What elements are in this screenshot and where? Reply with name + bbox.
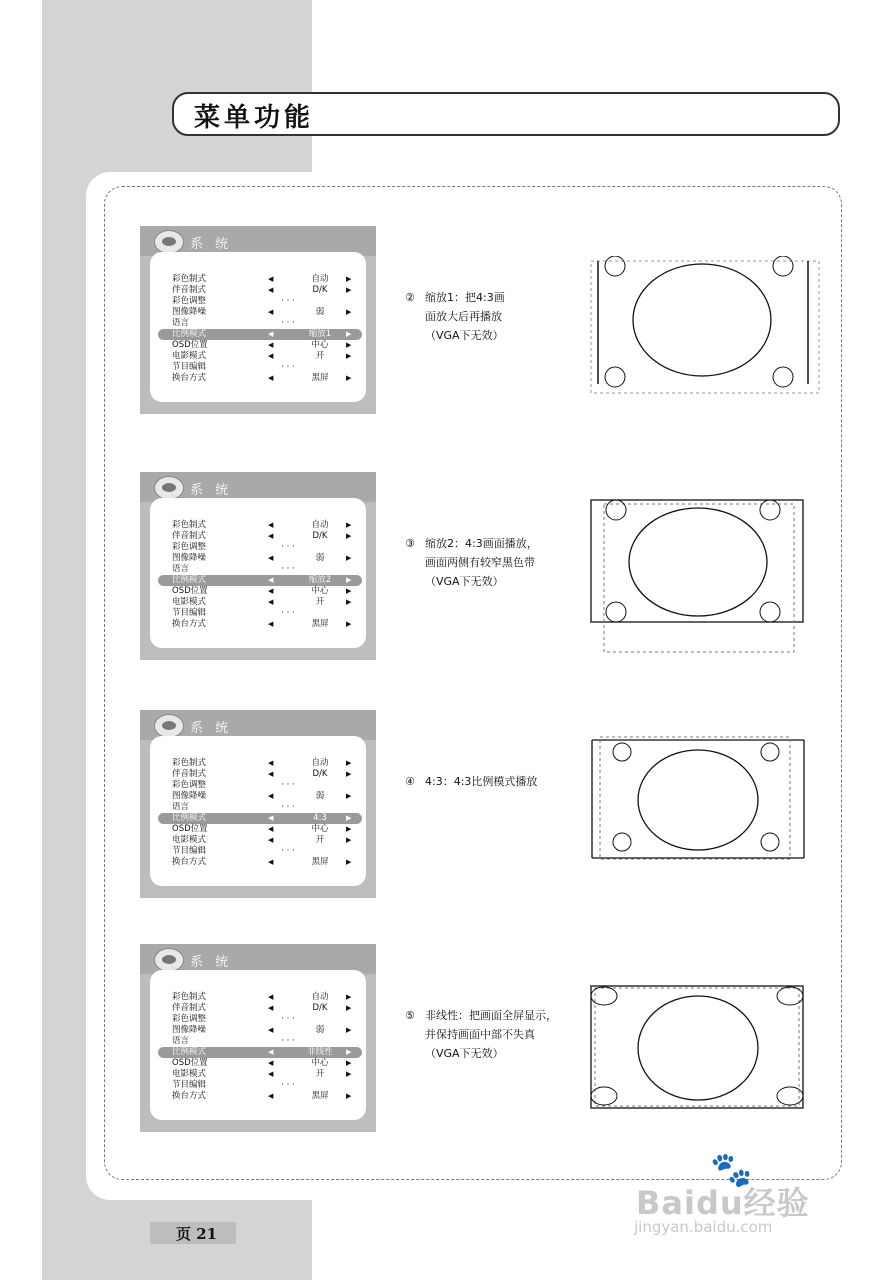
arrow-left-icon[interactable]: ◀ bbox=[268, 814, 274, 822]
menu-row-label: 比例模式 bbox=[172, 1047, 207, 1057]
arrow-right-icon[interactable]: ▶ bbox=[346, 836, 352, 844]
menu-row[interactable] bbox=[150, 857, 366, 868]
watermark-url: jingyan.baidu.com bbox=[634, 1218, 773, 1236]
menu-row-label: OSD位置 bbox=[172, 586, 208, 596]
arrow-left-icon[interactable]: ◀ bbox=[268, 286, 274, 294]
menu-row-label: 图像降噪 bbox=[172, 1025, 207, 1035]
submenu-dots: · · · bbox=[281, 608, 295, 618]
menu-row[interactable] bbox=[158, 329, 362, 340]
mode-number: ③ bbox=[405, 537, 415, 550]
menu-row-value: 黑屏 bbox=[311, 1091, 329, 1101]
menu-row[interactable] bbox=[150, 992, 366, 1003]
menu-row-label: 彩色调整 bbox=[172, 1014, 207, 1024]
menu-row-value: 弱 bbox=[315, 553, 325, 563]
description-line: （VGA下无效） bbox=[425, 1047, 504, 1060]
menu-row-label: 彩色调整 bbox=[172, 542, 207, 552]
osd-menu bbox=[140, 710, 376, 898]
arrow-right-icon[interactable]: ▶ bbox=[346, 598, 352, 606]
submenu-dots: · · · bbox=[281, 1014, 295, 1024]
arrow-left-icon[interactable]: ◀ bbox=[268, 825, 274, 833]
mode-description bbox=[405, 1006, 585, 1063]
menu-row-value: 开 bbox=[315, 1069, 325, 1079]
menu-row[interactable] bbox=[150, 340, 366, 351]
menu-row-value: 中心 bbox=[311, 340, 329, 350]
mode-number: ⑤ bbox=[405, 1009, 415, 1022]
menu-row[interactable] bbox=[150, 597, 366, 608]
menu-row[interactable] bbox=[150, 1091, 366, 1102]
section-zoom1 bbox=[0, 226, 885, 436]
arrow-right-icon[interactable]: ▶ bbox=[346, 620, 352, 628]
menu-row-label: 比例模式 bbox=[172, 575, 207, 585]
menu-row-label: 节目编辑 bbox=[172, 362, 207, 372]
description-line: 画面两侧有较窄黑色带 bbox=[425, 556, 535, 569]
arrow-right-icon[interactable]: ▶ bbox=[346, 275, 352, 283]
arrow-left-icon[interactable]: ◀ bbox=[268, 598, 274, 606]
menu-row-value: 自动 bbox=[311, 274, 329, 284]
arrow-right-icon[interactable]: ▶ bbox=[346, 1092, 352, 1100]
menu-row-value: D/K bbox=[312, 285, 328, 295]
osd-menu bbox=[140, 472, 376, 660]
menu-panel bbox=[150, 736, 366, 886]
arrow-right-icon[interactable]: ▶ bbox=[346, 576, 352, 584]
section-4-3 bbox=[0, 710, 885, 920]
menu-row-value: D/K bbox=[312, 769, 328, 779]
menu-row-value: 缩放1 bbox=[308, 329, 332, 339]
arrow-left-icon[interactable]: ◀ bbox=[268, 341, 274, 349]
menu-row[interactable] bbox=[150, 520, 366, 531]
menu-row[interactable] bbox=[150, 1069, 366, 1080]
description-line: （VGA下无效） bbox=[425, 329, 504, 342]
paw-logo-icon: 🐾 bbox=[710, 1150, 753, 1190]
arrow-right-icon[interactable]: ▶ bbox=[346, 374, 352, 382]
arrow-left-icon[interactable]: ◀ bbox=[268, 1004, 274, 1012]
menu-row[interactable] bbox=[150, 791, 366, 802]
submenu-dots: · · · bbox=[281, 802, 295, 812]
arrow-right-icon[interactable]: ▶ bbox=[346, 521, 352, 529]
menu-row-label: 彩色制式 bbox=[172, 274, 207, 284]
description-text: 4:3：4:3比例模式播放 bbox=[425, 775, 538, 788]
description-text: 缩放1：把4:3画 bbox=[425, 291, 505, 304]
menu-row-label: 图像降噪 bbox=[172, 791, 207, 801]
menu-row-value: 黑屏 bbox=[311, 619, 329, 629]
menu-row[interactable] bbox=[150, 564, 366, 575]
arrow-left-icon[interactable]: ◀ bbox=[268, 352, 274, 360]
arrow-right-icon[interactable]: ▶ bbox=[346, 858, 352, 866]
menu-row-label: 语言 bbox=[172, 318, 190, 328]
arrow-right-icon[interactable]: ▶ bbox=[346, 1026, 352, 1034]
arrow-right-icon[interactable]: ▶ bbox=[346, 1059, 352, 1067]
page-number-label: 页 21 bbox=[176, 1225, 218, 1243]
menu-row[interactable] bbox=[158, 813, 362, 824]
menu-logo-icon bbox=[154, 714, 184, 738]
arrow-left-icon[interactable]: ◀ bbox=[268, 521, 274, 529]
menu-row[interactable] bbox=[150, 307, 366, 318]
menu-row-label: 图像降噪 bbox=[172, 307, 207, 317]
submenu-dots: · · · bbox=[281, 1080, 295, 1090]
submenu-dots: · · · bbox=[281, 318, 295, 328]
menu-row-value: 弱 bbox=[315, 1025, 325, 1035]
arrow-right-icon[interactable]: ▶ bbox=[346, 330, 352, 338]
arrow-left-icon[interactable]: ◀ bbox=[268, 576, 274, 584]
arrow-left-icon[interactable]: ◀ bbox=[268, 1048, 274, 1056]
arrow-left-icon[interactable]: ◀ bbox=[268, 554, 274, 562]
screen-diagram bbox=[590, 734, 822, 864]
arrow-left-icon[interactable]: ◀ bbox=[268, 792, 274, 800]
arrow-left-icon[interactable]: ◀ bbox=[268, 1092, 274, 1100]
menu-title: 系 统 bbox=[190, 955, 233, 970]
menu-row-value: 中心 bbox=[311, 824, 329, 834]
menu-row[interactable] bbox=[150, 274, 366, 285]
description-line bbox=[405, 1006, 585, 1025]
arrow-right-icon[interactable]: ▶ bbox=[346, 825, 352, 833]
arrow-left-icon[interactable]: ◀ bbox=[268, 308, 274, 316]
mode-description bbox=[405, 534, 585, 591]
menu-row-label: 伴音制式 bbox=[172, 1003, 207, 1013]
menu-row[interactable] bbox=[150, 542, 366, 553]
menu-row-label: 伴音制式 bbox=[172, 769, 207, 779]
menu-row-label: 彩色调整 bbox=[172, 780, 207, 790]
submenu-dots: · · · bbox=[281, 296, 295, 306]
menu-row-label: 电影模式 bbox=[172, 835, 207, 845]
menu-logo-icon bbox=[154, 230, 184, 254]
arrow-right-icon[interactable]: ▶ bbox=[346, 770, 352, 778]
menu-row[interactable] bbox=[150, 285, 366, 296]
arrow-left-icon[interactable]: ◀ bbox=[268, 374, 274, 382]
osd-menu bbox=[140, 944, 376, 1132]
menu-row[interactable] bbox=[150, 824, 366, 835]
menu-row-value: 开 bbox=[315, 597, 325, 607]
mode-description bbox=[405, 772, 585, 791]
menu-row-label: 彩色制式 bbox=[172, 758, 207, 768]
menu-row-value: D/K bbox=[312, 1003, 328, 1013]
menu-row-value: 非线性 bbox=[307, 1047, 333, 1057]
description-line: 并保持画面中部不失真 bbox=[425, 1028, 535, 1041]
arrow-left-icon[interactable]: ◀ bbox=[268, 587, 274, 595]
menu-row[interactable] bbox=[150, 351, 366, 362]
submenu-dots: · · · bbox=[281, 564, 295, 574]
menu-row-label: OSD位置 bbox=[172, 1058, 208, 1068]
menu-row[interactable] bbox=[150, 1080, 366, 1091]
menu-row[interactable] bbox=[158, 575, 362, 586]
description-text: 非线性：把画面全屏显示， bbox=[425, 1009, 557, 1022]
menu-title: 系 统 bbox=[190, 237, 233, 252]
arrow-right-icon[interactable]: ▶ bbox=[346, 532, 352, 540]
menu-row-label: 电影模式 bbox=[172, 1069, 207, 1079]
menu-row-label: 电影模式 bbox=[172, 597, 207, 607]
menu-row-label: 节目编辑 bbox=[172, 846, 207, 856]
mode-description bbox=[405, 288, 585, 345]
submenu-dots: · · · bbox=[281, 846, 295, 856]
menu-row-label: 彩色调整 bbox=[172, 296, 207, 306]
menu-row-value: 开 bbox=[315, 351, 325, 361]
arrow-right-icon[interactable]: ▶ bbox=[346, 352, 352, 360]
menu-row[interactable] bbox=[150, 780, 366, 791]
menu-row[interactable] bbox=[150, 531, 366, 542]
menu-row[interactable] bbox=[150, 1014, 366, 1025]
arrow-right-icon[interactable]: ▶ bbox=[346, 286, 352, 294]
arrow-left-icon[interactable]: ◀ bbox=[268, 1070, 274, 1078]
arrow-left-icon[interactable]: ◀ bbox=[268, 1059, 274, 1067]
description-line bbox=[405, 772, 585, 791]
menu-logo-icon bbox=[154, 948, 184, 972]
description-line bbox=[405, 288, 585, 307]
menu-row[interactable] bbox=[150, 619, 366, 630]
menu-row-label: 彩色制式 bbox=[172, 520, 207, 530]
description-line: （VGA下无效） bbox=[425, 575, 504, 588]
menu-row-value: 弱 bbox=[315, 791, 325, 801]
menu-row[interactable] bbox=[150, 1003, 366, 1014]
menu-row-value: D/K bbox=[312, 531, 328, 541]
arrow-right-icon[interactable]: ▶ bbox=[346, 759, 352, 767]
menu-row-label: 彩色制式 bbox=[172, 992, 207, 1002]
menu-title: 系 统 bbox=[190, 483, 233, 498]
arrow-left-icon[interactable]: ◀ bbox=[268, 330, 274, 338]
menu-row-value: 4:3 bbox=[313, 813, 327, 823]
menu-row[interactable] bbox=[150, 835, 366, 846]
menu-row[interactable] bbox=[150, 373, 366, 384]
arrow-left-icon[interactable]: ◀ bbox=[268, 1026, 274, 1034]
mode-number: ② bbox=[405, 291, 415, 304]
arrow-right-icon[interactable]: ▶ bbox=[346, 587, 352, 595]
menu-row-value: 自动 bbox=[311, 992, 329, 1002]
arrow-right-icon[interactable]: ▶ bbox=[346, 308, 352, 316]
description-text: 缩放2：4:3画面播放， bbox=[425, 537, 538, 550]
arrow-right-icon[interactable]: ▶ bbox=[346, 554, 352, 562]
menu-panel bbox=[150, 970, 366, 1120]
arrow-right-icon[interactable]: ▶ bbox=[346, 814, 352, 822]
watermark-brand: Baidu经验 bbox=[636, 1184, 810, 1222]
arrow-left-icon[interactable]: ◀ bbox=[268, 532, 274, 540]
menu-row-label: OSD位置 bbox=[172, 340, 208, 350]
arrow-left-icon[interactable]: ◀ bbox=[268, 836, 274, 844]
section-nonlinear bbox=[0, 944, 885, 1154]
menu-row-label: 电影模式 bbox=[172, 351, 207, 361]
description-line bbox=[405, 534, 585, 553]
menu-row-value: 中心 bbox=[311, 586, 329, 596]
menu-row[interactable] bbox=[150, 586, 366, 597]
baidu-watermark bbox=[626, 1150, 846, 1250]
menu-row-label: 伴音制式 bbox=[172, 531, 207, 541]
description-line: 面放大后再播放 bbox=[425, 310, 502, 323]
section-zoom2 bbox=[0, 472, 885, 682]
menu-row[interactable] bbox=[150, 1036, 366, 1047]
menu-row[interactable] bbox=[150, 802, 366, 813]
arrow-right-icon[interactable]: ▶ bbox=[346, 1048, 352, 1056]
arrow-left-icon[interactable]: ◀ bbox=[268, 858, 274, 866]
menu-row[interactable] bbox=[150, 1025, 366, 1036]
screen-diagram bbox=[590, 984, 822, 1114]
arrow-left-icon[interactable]: ◀ bbox=[268, 759, 274, 767]
menu-row-label: OSD位置 bbox=[172, 824, 208, 834]
menu-row-label: 语言 bbox=[172, 564, 190, 574]
submenu-dots: · · · bbox=[281, 1036, 295, 1046]
menu-row-label: 比例模式 bbox=[172, 329, 207, 339]
section-header bbox=[172, 92, 840, 136]
page-number bbox=[150, 1222, 236, 1244]
menu-row-label: 节目编辑 bbox=[172, 608, 207, 618]
menu-panel bbox=[150, 252, 366, 402]
menu-row[interactable] bbox=[158, 1047, 362, 1058]
menu-row[interactable] bbox=[150, 553, 366, 564]
menu-row[interactable] bbox=[150, 362, 366, 373]
menu-row[interactable] bbox=[150, 846, 366, 857]
submenu-dots: · · · bbox=[281, 542, 295, 552]
arrow-right-icon[interactable]: ▶ bbox=[346, 1004, 352, 1012]
screen-diagram bbox=[590, 256, 822, 396]
menu-row-value: 弱 bbox=[315, 307, 325, 317]
menu-row-label: 比例模式 bbox=[172, 813, 207, 823]
arrow-left-icon[interactable]: ◀ bbox=[268, 770, 274, 778]
menu-row-value: 中心 bbox=[311, 1058, 329, 1068]
menu-logo-icon bbox=[154, 476, 184, 500]
menu-row-label: 换台方式 bbox=[172, 373, 207, 383]
menu-row-value: 缩放2 bbox=[308, 575, 332, 585]
submenu-dots: · · · bbox=[281, 780, 295, 790]
osd-menu bbox=[140, 226, 376, 414]
arrow-right-icon[interactable]: ▶ bbox=[346, 993, 352, 1001]
menu-row[interactable] bbox=[150, 318, 366, 329]
arrow-left-icon[interactable]: ◀ bbox=[268, 620, 274, 628]
menu-row[interactable] bbox=[150, 296, 366, 307]
menu-row[interactable] bbox=[150, 1058, 366, 1069]
menu-row-label: 语言 bbox=[172, 1036, 190, 1046]
menu-row-value: 黑屏 bbox=[311, 857, 329, 867]
menu-panel bbox=[150, 498, 366, 648]
screen-diagram bbox=[590, 498, 822, 658]
arrow-right-icon[interactable]: ▶ bbox=[346, 341, 352, 349]
menu-row-label: 语言 bbox=[172, 802, 190, 812]
menu-row-label: 图像降噪 bbox=[172, 553, 207, 563]
menu-row-label: 换台方式 bbox=[172, 1091, 207, 1101]
menu-row-label: 伴音制式 bbox=[172, 285, 207, 295]
page-title: 菜单功能 bbox=[194, 103, 315, 133]
arrow-left-icon[interactable]: ◀ bbox=[268, 275, 274, 283]
arrow-right-icon[interactable]: ▶ bbox=[346, 792, 352, 800]
menu-row[interactable] bbox=[150, 758, 366, 769]
menu-row-label: 换台方式 bbox=[172, 619, 207, 629]
menu-row-label: 节目编辑 bbox=[172, 1080, 207, 1090]
menu-row[interactable] bbox=[150, 769, 366, 780]
menu-title: 系 统 bbox=[190, 721, 233, 736]
arrow-left-icon[interactable]: ◀ bbox=[268, 993, 274, 1001]
menu-row[interactable] bbox=[150, 608, 366, 619]
menu-row-value: 自动 bbox=[311, 520, 329, 530]
submenu-dots: · · · bbox=[281, 362, 295, 372]
menu-row-label: 换台方式 bbox=[172, 857, 207, 867]
menu-row-value: 黑屏 bbox=[311, 373, 329, 383]
arrow-right-icon[interactable]: ▶ bbox=[346, 1070, 352, 1078]
menu-row-value: 自动 bbox=[311, 758, 329, 768]
mode-number: ④ bbox=[405, 775, 415, 788]
menu-row-value: 开 bbox=[315, 835, 325, 845]
